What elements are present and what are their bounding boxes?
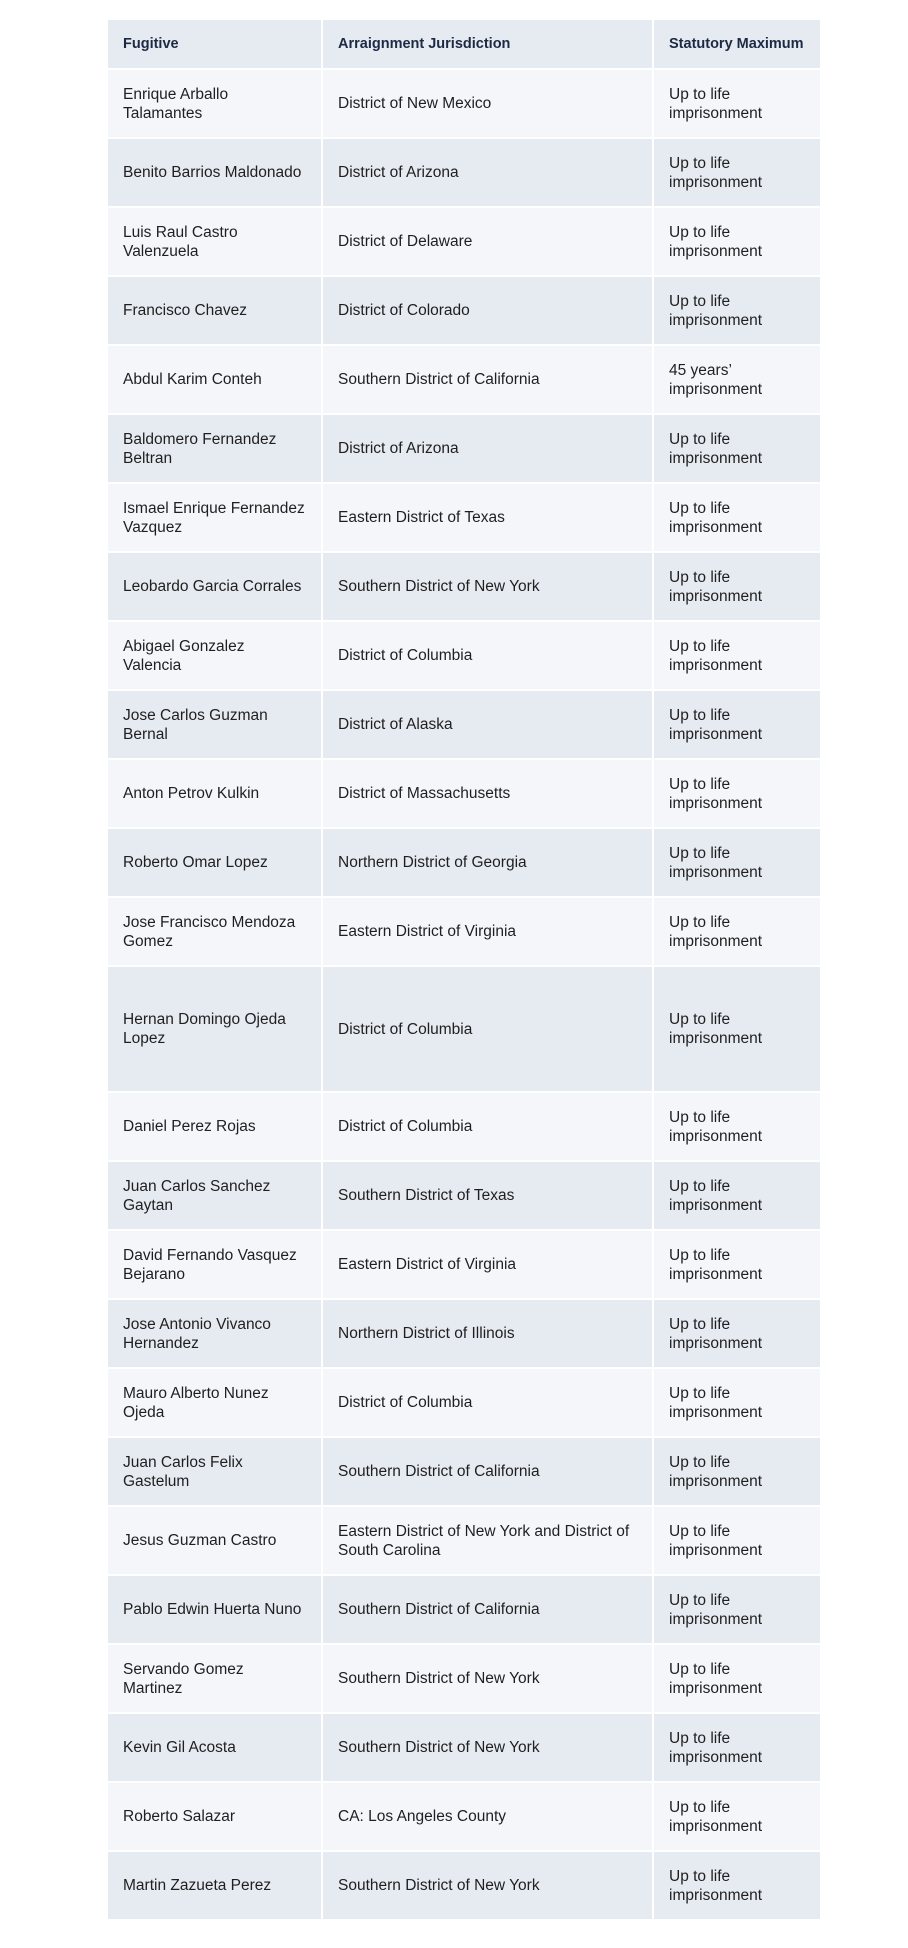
table-row	[108, 898, 820, 967]
fugitive-cell: Daniel Perez Rojas	[108, 1093, 323, 1162]
statutory-maximum-cell: Up to life imprisonment	[654, 1783, 820, 1852]
fugitive-cell: Luis Raul Castro Valenzuela	[108, 208, 323, 277]
jurisdiction-cell: Southern District of New York	[323, 553, 654, 622]
table-header	[108, 20, 820, 70]
fugitive-cell: Pablo Edwin Huerta Nuno	[108, 1576, 323, 1645]
statutory-maximum-cell: Up to life imprisonment	[654, 1438, 820, 1507]
jurisdiction-cell: District of Delaware	[323, 208, 654, 277]
jurisdiction-cell: District of Columbia	[323, 1093, 654, 1162]
jurisdiction-cell: District of Alaska	[323, 691, 654, 760]
jurisdiction-cell: Southern District of Texas	[323, 1162, 654, 1231]
jurisdiction-cell: Northern District of Georgia	[323, 829, 654, 898]
statutory-maximum-cell: Up to life imprisonment	[654, 1576, 820, 1645]
fugitive-cell: Enrique Arballo Talamantes	[108, 70, 323, 139]
statutory-maximum-cell: Up to life imprisonment	[654, 70, 820, 139]
header-fugitive: Fugitive	[108, 20, 323, 70]
table-row	[108, 553, 820, 622]
fugitive-cell: Kevin Gil Acosta	[108, 1714, 323, 1783]
table-row	[108, 829, 820, 898]
jurisdiction-cell: District of Colorado	[323, 277, 654, 346]
table-row	[108, 1783, 820, 1852]
fugitive-cell: Francisco Chavez	[108, 277, 323, 346]
fugitive-cell: Jose Antonio Vivanco Hernandez	[108, 1300, 323, 1369]
table-row	[108, 1507, 820, 1576]
table-row	[108, 622, 820, 691]
jurisdiction-cell: Southern District of New York	[323, 1645, 654, 1714]
statutory-maximum-cell: Up to life imprisonment	[654, 691, 820, 760]
table-row	[108, 208, 820, 277]
jurisdiction-cell: Southern District of California	[323, 1438, 654, 1507]
statutory-maximum-cell: Up to life imprisonment	[654, 139, 820, 208]
fugitive-cell: Ismael Enrique Fernandez Vazquez	[108, 484, 323, 553]
table-row	[108, 70, 820, 139]
table-row	[108, 1438, 820, 1507]
fugitives-table-container	[108, 20, 820, 1921]
statutory-maximum-cell: Up to life imprisonment	[654, 277, 820, 346]
statutory-maximum-cell: Up to life imprisonment	[654, 622, 820, 691]
jurisdiction-cell: District of Massachusetts	[323, 760, 654, 829]
header-arraignment-jurisdiction: Arraignment Jurisdiction	[323, 20, 654, 70]
fugitive-cell: Roberto Salazar	[108, 1783, 323, 1852]
jurisdiction-cell: Northern District of Illinois	[323, 1300, 654, 1369]
jurisdiction-cell: Eastern District of New York and District of South Carolina	[323, 1507, 654, 1576]
fugitive-cell: Benito Barrios Maldonado	[108, 139, 323, 208]
fugitive-cell: Abdul Karim Conteh	[108, 346, 323, 415]
jurisdiction-cell: Southern District of California	[323, 346, 654, 415]
fugitive-cell: David Fernando Vasquez Bejarano	[108, 1231, 323, 1300]
statutory-maximum-cell: Up to life imprisonment	[654, 1714, 820, 1783]
statutory-maximum-cell: Up to life imprisonment	[654, 760, 820, 829]
table-row	[108, 1231, 820, 1300]
jurisdiction-cell: Eastern District of Virginia	[323, 898, 654, 967]
fugitive-cell: Hernan Domingo Ojeda Lopez	[108, 967, 323, 1093]
fugitive-cell: Mauro Alberto Nunez Ojeda	[108, 1369, 323, 1438]
table-row	[108, 1645, 820, 1714]
table-row	[108, 1300, 820, 1369]
table-row	[108, 967, 820, 1093]
fugitive-cell: Martin Zazueta Perez	[108, 1852, 323, 1921]
table-row	[108, 1369, 820, 1438]
statutory-maximum-cell: Up to life imprisonment	[654, 1507, 820, 1576]
jurisdiction-cell: District of Arizona	[323, 415, 654, 484]
header-row	[108, 20, 820, 70]
fugitive-cell: Anton Petrov Kulkin	[108, 760, 323, 829]
statutory-maximum-cell: Up to life imprisonment	[654, 829, 820, 898]
fugitive-cell: Baldomero Fernandez Beltran	[108, 415, 323, 484]
jurisdiction-cell: Eastern District of Virginia	[323, 1231, 654, 1300]
jurisdiction-cell: District of Columbia	[323, 967, 654, 1093]
table-row	[108, 1852, 820, 1921]
table-row	[108, 484, 820, 553]
jurisdiction-cell: CA: Los Angeles County	[323, 1783, 654, 1852]
fugitive-cell: Leobardo Garcia Corrales	[108, 553, 323, 622]
table-row	[108, 760, 820, 829]
fugitive-cell: Servando Gomez Martinez	[108, 1645, 323, 1714]
table-row	[108, 346, 820, 415]
table-row	[108, 1714, 820, 1783]
jurisdiction-cell: Eastern District of Texas	[323, 484, 654, 553]
fugitive-cell: Jose Francisco Mendoza Gomez	[108, 898, 323, 967]
statutory-maximum-cell: Up to life imprisonment	[654, 898, 820, 967]
statutory-maximum-cell: Up to life imprisonment	[654, 208, 820, 277]
fugitive-cell: Roberto Omar Lopez	[108, 829, 323, 898]
table-row	[108, 139, 820, 208]
jurisdiction-cell: Southern District of California	[323, 1576, 654, 1645]
jurisdiction-cell: District of Arizona	[323, 139, 654, 208]
statutory-maximum-cell: Up to life imprisonment	[654, 1300, 820, 1369]
jurisdiction-cell: District of Columbia	[323, 1369, 654, 1438]
statutory-maximum-cell: Up to life imprisonment	[654, 1369, 820, 1438]
statutory-maximum-cell: Up to life imprisonment	[654, 967, 820, 1093]
fugitive-cell: Abigael Gonzalez Valencia	[108, 622, 323, 691]
table-body	[108, 70, 820, 1921]
fugitive-cell: Juan Carlos Felix Gastelum	[108, 1438, 323, 1507]
table-row	[108, 1162, 820, 1231]
fugitive-cell: Juan Carlos Sanchez Gaytan	[108, 1162, 323, 1231]
statutory-maximum-cell: Up to life imprisonment	[654, 415, 820, 484]
statutory-maximum-cell: Up to life imprisonment	[654, 1645, 820, 1714]
header-statutory-maximum: Statutory Maximum	[654, 20, 820, 70]
table-row	[108, 415, 820, 484]
statutory-maximum-cell: Up to life imprisonment	[654, 484, 820, 553]
statutory-maximum-cell: Up to life imprisonment	[654, 553, 820, 622]
jurisdiction-cell: District of Columbia	[323, 622, 654, 691]
jurisdiction-cell: Southern District of New York	[323, 1852, 654, 1921]
fugitive-cell: Jose Carlos Guzman Bernal	[108, 691, 323, 760]
statutory-maximum-cell: 45 years’ imprisonment	[654, 346, 820, 415]
fugitive-cell: Jesus Guzman Castro	[108, 1507, 323, 1576]
statutory-maximum-cell: Up to life imprisonment	[654, 1093, 820, 1162]
table-row	[108, 691, 820, 760]
fugitives-table	[108, 20, 820, 1921]
jurisdiction-cell: Southern District of New York	[323, 1714, 654, 1783]
table-row	[108, 1093, 820, 1162]
table-row	[108, 1576, 820, 1645]
jurisdiction-cell: District of New Mexico	[323, 70, 654, 139]
statutory-maximum-cell: Up to life imprisonment	[654, 1852, 820, 1921]
table-row	[108, 277, 820, 346]
statutory-maximum-cell: Up to life imprisonment	[654, 1231, 820, 1300]
statutory-maximum-cell: Up to life imprisonment	[654, 1162, 820, 1231]
